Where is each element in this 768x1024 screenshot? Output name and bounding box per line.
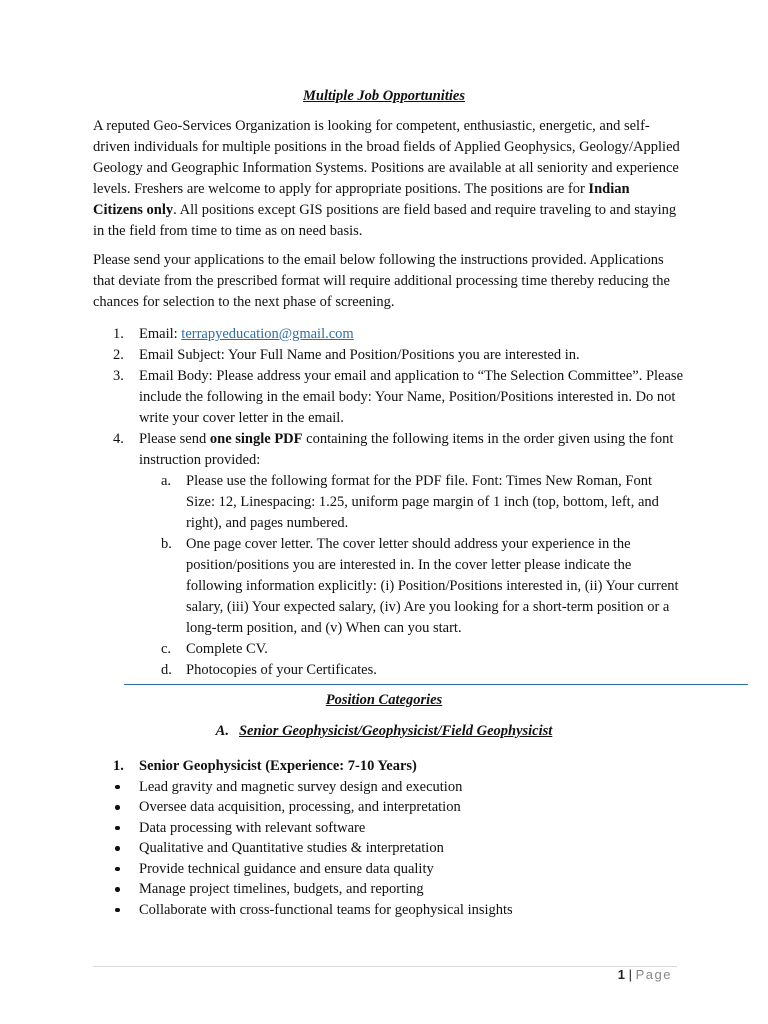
step-text: Email Body: Please address your email and application to “The Selection Committee”. Please include the following in the email body: Your Name, Position/Positions interested in. Do not write your cover letter in the email. [139,368,684,426]
bullet-icon [115,846,120,851]
step-number: 2. [113,347,124,363]
intro-bold-citizens: Indian Citizens only [93,181,630,218]
section-divider [124,684,748,685]
substep-text: Please use the following format for the PDF file. Font: Times New Roman, Font Size: 12, Linespacing: 1.25, uniform page margin of 1 inch (top, bottom, left, and right), and pages numbered. [186,473,659,531]
substep-certificates [93,660,683,681]
list-item [93,818,693,839]
step-pdf-post: containing the following items in the order given using the font instruction provided: [139,431,674,468]
step-email-label: Email: [139,326,182,342]
bullet-icon [115,867,120,872]
list-item [93,797,693,818]
role-number: 1. [113,758,124,774]
bullet-icon [115,826,120,831]
substep-cv [93,639,683,660]
list-item [93,838,693,859]
intro-paragraph [93,116,683,242]
bullet-icon [115,805,120,810]
bullet-text: Lead gravity and magnetic survey design and execution [139,778,463,795]
bullet-text: Manage project timelines, budgets, and reporting [139,881,424,897]
substep-letter: d. [161,662,172,678]
substep-letter: a. [161,473,172,489]
bullet-icon [115,785,120,790]
bullet-icon [115,908,120,913]
footer-divider [93,966,677,967]
intro-text-2: . All positions except GIS positions are field based and require traveling to and staying in the field from time to time as on need basis. [93,202,677,239]
page-number: 1 [617,967,626,982]
email-link[interactable]: terrapyeducation@gmail.com [181,326,354,342]
bullet-text: Oversee data acquisition, processing, and interpretation [139,799,461,815]
bullet-text: Qualitative and Quantitative studies & interpretation [139,840,444,856]
step-email [93,324,683,345]
step-number: 3. [113,368,124,384]
substep-cover-letter [93,534,683,639]
substep-text: Photocopies of your Certificates. [186,662,377,678]
step-pdf-bold: one single PDF [209,431,303,447]
step-subject [93,345,683,366]
step-number: 4. [113,431,124,447]
page-label: Page [635,967,672,982]
substep-letter: c. [161,641,172,657]
category-title: Senior Geophysicist/Geophysicist/Field Geophysicist [238,723,553,739]
list-item [93,859,693,880]
step-body [93,366,683,429]
step-text: Email Subject: Your Full Name and Position/Positions you are interested in. [139,347,580,363]
substep-text: Complete CV. [186,641,268,657]
application-steps-list [93,324,683,681]
category-heading [0,723,768,740]
page-footer [618,967,672,982]
page-title: Multiple Job Opportunities [303,88,465,104]
bullet-text: Collaborate with cross-functional teams for geophysical insights [139,901,513,918]
footer-separator: | [625,967,636,982]
list-item [93,777,693,798]
role-heading [93,756,693,777]
senior-geophysicist-section [93,756,693,920]
category-letter: A. [215,723,229,739]
intro-text-1: A reputed Geo-Services Organization is looking for competent, enthusiastic, energetic, and self-driven individuals for multiple positions in the broad fields of Applied Geophysics, Geology/Applied Geology and Geographic Information Systems. Positions are available at all seniority and experience levels. Freshers are welcome to apply for appropriate positions. The positions are for [93,118,680,197]
step-pdf-pre: Please send [139,431,210,447]
instructions-paragraph: Please send your applications to the email below following the instructions provided. Applications that deviate from the prescribed format will require additional processing time thereby reducing the chances for selection to the next phase of screening. [93,252,670,310]
bullet-text: Provide technical guidance and ensure data quality [139,860,434,877]
position-categories-text: Position Categories [325,692,443,708]
substep-letter: b. [161,536,172,552]
list-item [93,879,693,900]
step-number: 1. [113,326,124,342]
step-pdf [93,429,683,471]
bullet-text: Data processing with relevant software [139,819,366,836]
substep-format [93,471,683,534]
list-item [93,900,693,921]
substep-text: One page cover letter. The cover letter should address your experience in the position/positions you are interested in. In the cover letter please indicate the following information explicitly: (i) Position/Positions interested in, (ii) Your current salary, (iii) Your expected salary, (iv) Are you looking for a short-term position or a long-term position, and (v) When can you start. [186,536,679,636]
position-categories-heading [0,692,768,709]
role-title: Senior Geophysicist (Experience: 7-10 Years) [139,758,417,774]
bullet-icon [115,887,120,892]
